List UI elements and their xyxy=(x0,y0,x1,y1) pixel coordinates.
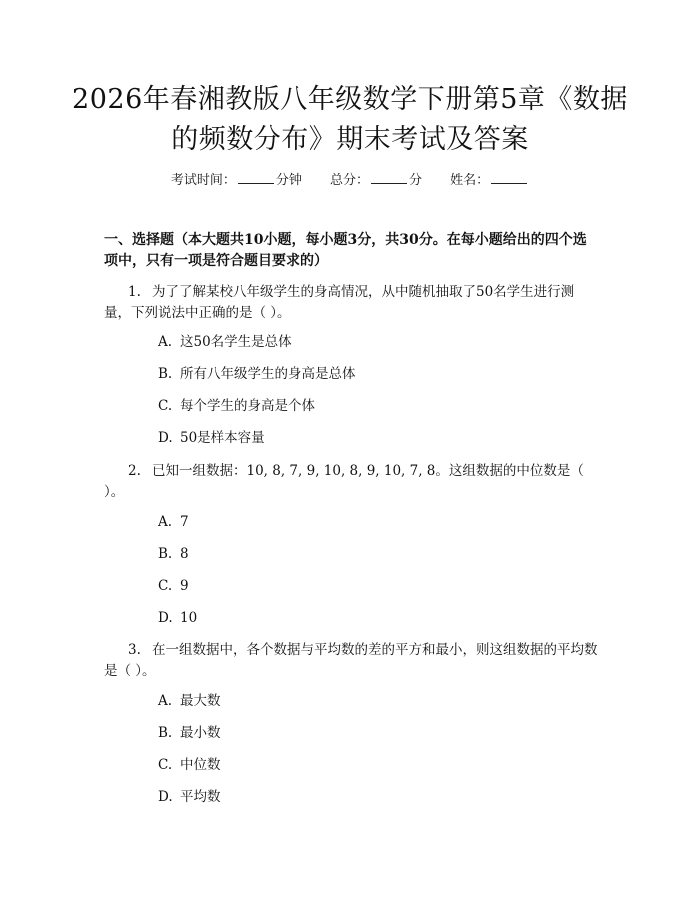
option-letter: A. xyxy=(158,334,173,350)
question-number: 3. xyxy=(128,642,141,658)
option-text: 最大数 xyxy=(180,693,221,709)
option-text: 9 xyxy=(180,578,189,594)
option-letter: B. xyxy=(158,366,173,382)
q1-option-d[interactable] xyxy=(158,428,265,448)
score-label: 总分： xyxy=(329,173,369,188)
q2-option-b[interactable] xyxy=(158,544,189,564)
option-letter: B. xyxy=(158,725,173,741)
q3-option-b[interactable] xyxy=(158,723,221,743)
q1-option-c[interactable] xyxy=(158,396,315,416)
option-letter: A. xyxy=(158,514,173,530)
option-text: 每个学生的身高是个体 xyxy=(180,398,315,414)
option-text: 7 xyxy=(180,514,189,530)
q2-option-d[interactable] xyxy=(158,608,197,628)
question-text: 已知一组数据：10, 8, 7, 9, 10, 8, 9, 10, 7, 8。这组数据的中位数是（ ）。 xyxy=(104,463,584,500)
option-letter: D. xyxy=(158,610,173,626)
option-letter: C. xyxy=(158,398,173,414)
option-letter: C. xyxy=(158,578,173,594)
question-text: 为了了解某校八年级学生的身高情况，从中随机抽取了50名学生进行测量，下列说法中正确的是（ ）。 xyxy=(104,284,575,321)
document-title: 2026年春湘教版八年级数学下册第5章《数据的频数分布》期末考试及答案 xyxy=(72,84,628,155)
option-text: 这50名学生是总体 xyxy=(180,334,292,350)
option-text: 所有八年级学生的身高是总体 xyxy=(180,366,356,382)
name-field xyxy=(450,169,529,188)
exam-info-line xyxy=(0,169,700,188)
score-blank[interactable] xyxy=(371,171,407,184)
option-text: 中位数 xyxy=(180,757,221,773)
name-label: 姓名： xyxy=(450,173,490,188)
q2-option-c[interactable] xyxy=(158,576,189,596)
option-letter: B. xyxy=(158,546,173,562)
exam-time-field xyxy=(171,169,302,188)
q3-option-a[interactable] xyxy=(158,691,221,711)
score-unit: 分 xyxy=(409,173,423,188)
exam-time-label: 考试时间： xyxy=(170,173,236,188)
name-blank[interactable] xyxy=(491,171,527,184)
q2-option-a[interactable] xyxy=(158,512,189,532)
question-2 xyxy=(104,461,600,503)
score-field xyxy=(330,169,422,188)
option-text: 10 xyxy=(180,610,198,626)
q1-option-b[interactable] xyxy=(158,364,356,384)
option-text: 50是样本容量 xyxy=(180,430,265,446)
question-number: 2. xyxy=(128,463,141,479)
section-heading: 一、选择题（本大题共10小题，每小题3分，共30分。在每小题给出的四个选项中，只有一项是符合题目要求的） xyxy=(104,232,587,269)
option-letter: C. xyxy=(158,757,173,773)
option-letter: D. xyxy=(158,789,173,805)
option-letter: D. xyxy=(158,430,173,446)
option-text: 最小数 xyxy=(180,725,221,741)
question-3 xyxy=(104,640,600,682)
exam-time-unit: 分钟 xyxy=(275,173,302,188)
option-text: 8 xyxy=(180,546,189,562)
question-number: 1. xyxy=(128,284,141,300)
question-1 xyxy=(104,282,600,324)
exam-time-blank[interactable] xyxy=(238,171,274,184)
q1-option-a[interactable] xyxy=(158,332,292,352)
option-text: 平均数 xyxy=(180,789,221,805)
q3-option-c[interactable] xyxy=(158,755,221,775)
question-text: 在一组数据中，各个数据与平均数的差的平方和最小，则这组数据的平均数是（ ）。 xyxy=(104,642,598,679)
option-letter: A. xyxy=(158,693,173,709)
q3-option-d[interactable] xyxy=(158,787,221,807)
